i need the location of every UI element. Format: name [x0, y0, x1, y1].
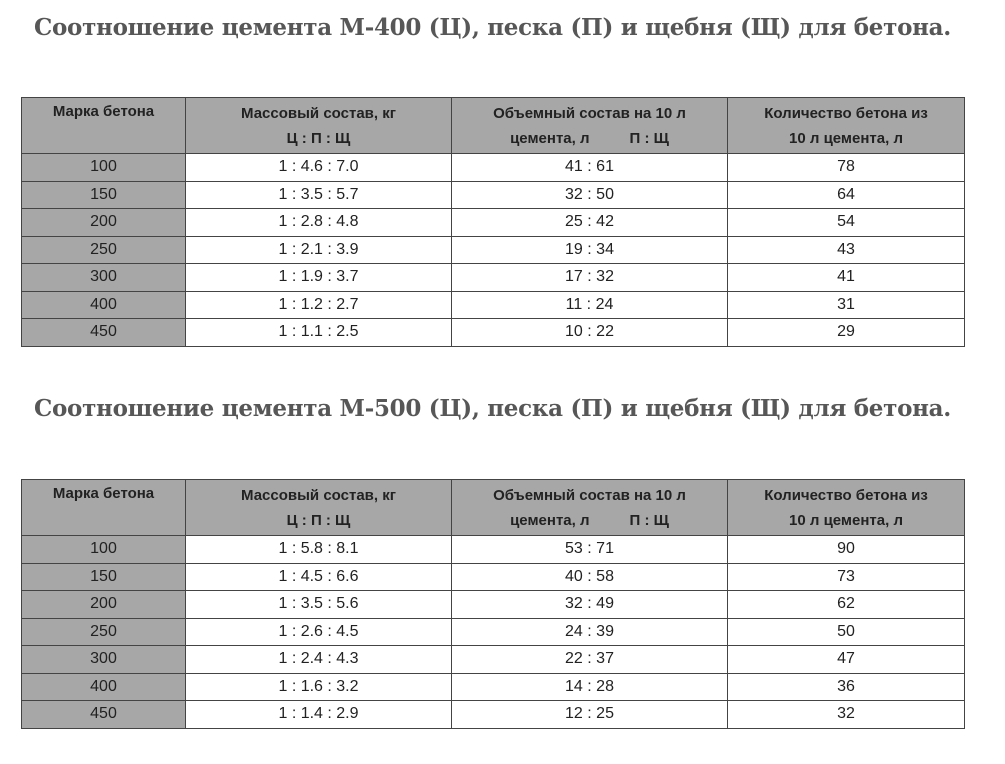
mix-table-m400	[21, 97, 965, 347]
cell-mass: 1 : 4.5 : 6.6	[186, 563, 452, 591]
cell-mass: 1 : 2.1 : 3.9	[186, 236, 452, 264]
cell-mass: 1 : 2.4 : 4.3	[186, 646, 452, 674]
table-row	[22, 291, 965, 319]
cell-mass: 1 : 1.6 : 3.2	[186, 673, 452, 701]
table-row	[22, 673, 965, 701]
cell-yield: 36	[728, 673, 965, 701]
table-header-row	[22, 480, 965, 536]
cell-grade: 200	[22, 209, 186, 237]
cell-yield: 64	[728, 181, 965, 209]
cell-grade: 150	[22, 563, 186, 591]
header-yield: Количество бетона из 10 л цемента, л	[728, 98, 965, 154]
cell-volume: 22 : 37	[452, 646, 728, 674]
header-mass: Массовый состав, кг Ц : П : Щ	[186, 98, 452, 154]
mix-table-m500	[21, 479, 965, 729]
table-row	[22, 563, 965, 591]
cell-volume: 12 : 25	[452, 701, 728, 729]
cell-volume: 40 : 58	[452, 563, 728, 591]
table-row	[22, 154, 965, 182]
cell-volume: 10 : 22	[452, 319, 728, 347]
header-volume: Объемный состав на 10 л цемента, л П : Щ	[452, 98, 728, 154]
cell-volume: 11 : 24	[452, 291, 728, 319]
cell-yield: 29	[728, 319, 965, 347]
cell-yield: 90	[728, 536, 965, 564]
cell-mass: 1 : 5.8 : 8.1	[186, 536, 452, 564]
cell-grade: 250	[22, 236, 186, 264]
table-row	[22, 591, 965, 619]
cell-volume: 41 : 61	[452, 154, 728, 182]
table-row	[22, 646, 965, 674]
cell-mass: 1 : 2.6 : 4.5	[186, 618, 452, 646]
table-row	[22, 618, 965, 646]
header-mass: Массовый состав, кг Ц : П : Щ	[186, 480, 452, 536]
cell-grade: 400	[22, 673, 186, 701]
cell-yield: 73	[728, 563, 965, 591]
cell-grade: 100	[22, 154, 186, 182]
cell-mass: 1 : 1.9 : 3.7	[186, 264, 452, 292]
cell-mass: 1 : 3.5 : 5.7	[186, 181, 452, 209]
cell-volume: 24 : 39	[452, 618, 728, 646]
cell-grade: 400	[22, 291, 186, 319]
cell-yield: 62	[728, 591, 965, 619]
table-row	[22, 181, 965, 209]
section-title-m400: Соотношение цемента М-400 (Ц), песка (П) и щебня (Щ) для бетона.	[34, 14, 951, 41]
cell-mass: 1 : 2.8 : 4.8	[186, 209, 452, 237]
cell-yield: 54	[728, 209, 965, 237]
cell-mass: 1 : 1.4 : 2.9	[186, 701, 452, 729]
cell-grade: 450	[22, 319, 186, 347]
table-header-row	[22, 98, 965, 154]
cell-yield: 43	[728, 236, 965, 264]
cell-yield: 41	[728, 264, 965, 292]
table-row	[22, 701, 965, 729]
header-volume: Объемный состав на 10 л цемента, л П : Щ	[452, 480, 728, 536]
cell-grade: 200	[22, 591, 186, 619]
header-grade: Марка бетона	[22, 98, 186, 154]
cell-grade: 300	[22, 264, 186, 292]
cell-grade: 150	[22, 181, 186, 209]
cell-grade: 300	[22, 646, 186, 674]
section-title-m500: Соотношение цемента М-500 (Ц), песка (П) и щебня (Щ) для бетона.	[34, 395, 951, 422]
cell-volume: 25 : 42	[452, 209, 728, 237]
header-yield: Количество бетона из 10 л цемента, л	[728, 480, 965, 536]
table-row	[22, 209, 965, 237]
cell-grade: 250	[22, 618, 186, 646]
cell-volume: 19 : 34	[452, 236, 728, 264]
table-row	[22, 319, 965, 347]
cell-mass: 1 : 3.5 : 5.6	[186, 591, 452, 619]
cell-volume: 14 : 28	[452, 673, 728, 701]
table-row	[22, 236, 965, 264]
cell-volume: 32 : 50	[452, 181, 728, 209]
cell-yield: 78	[728, 154, 965, 182]
cell-grade: 450	[22, 701, 186, 729]
cell-yield: 32	[728, 701, 965, 729]
cell-yield: 31	[728, 291, 965, 319]
cell-yield: 47	[728, 646, 965, 674]
table-row	[22, 264, 965, 292]
cell-volume: 17 : 32	[452, 264, 728, 292]
header-grade: Марка бетона	[22, 480, 186, 536]
cell-volume: 53 : 71	[452, 536, 728, 564]
cell-mass: 1 : 1.2 : 2.7	[186, 291, 452, 319]
cell-mass: 1 : 4.6 : 7.0	[186, 154, 452, 182]
cell-yield: 50	[728, 618, 965, 646]
cell-mass: 1 : 1.1 : 2.5	[186, 319, 452, 347]
cell-volume: 32 : 49	[452, 591, 728, 619]
table-row	[22, 536, 965, 564]
cell-grade: 100	[22, 536, 186, 564]
